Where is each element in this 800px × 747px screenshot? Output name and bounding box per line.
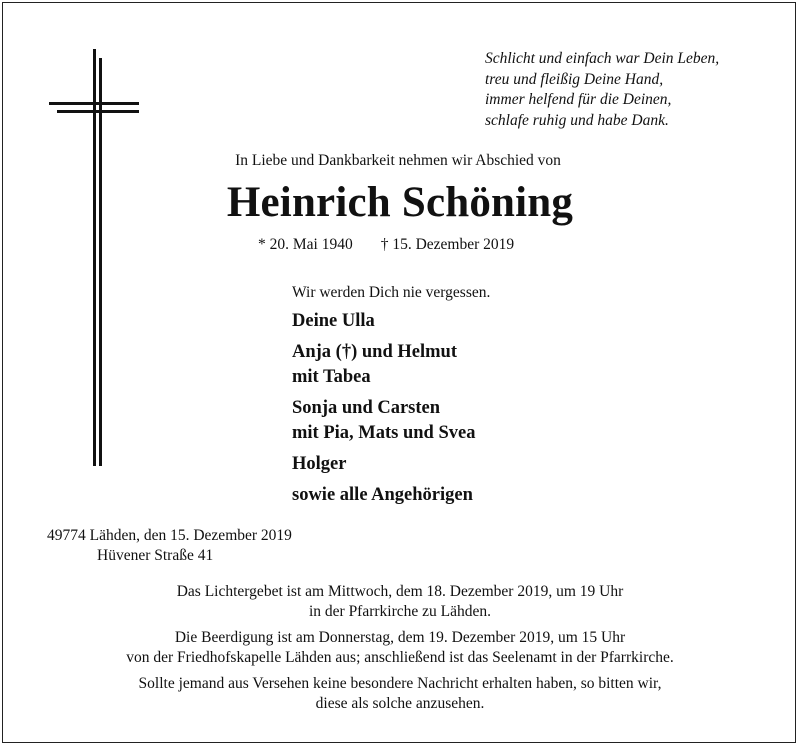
note-paragraph: [0, 582, 800, 622]
mourner-line: Sonja und Carsten: [292, 398, 441, 418]
note-line: Das Lichtergebet ist am Mittwoch, dem 18. Dezember 2019, um 19 Uhr: [176, 583, 624, 600]
mourner-line: mit Pia, Mats und Svea: [292, 423, 476, 443]
street-address: Hüvener Straße 41: [97, 547, 214, 564]
note-line: in der Pfarrkirche zu Lähden.: [308, 603, 492, 620]
mourners-list: [292, 309, 475, 514]
note-line: Sollte jemand aus Versehen keine besondere Nachricht erhalten haben, so bitten wir,: [138, 675, 662, 692]
place-date: 49774 Lähden, den 15. Dezember 2019: [47, 527, 292, 544]
service-notes: [0, 582, 800, 720]
death-date: † 15. Dezember 2019: [380, 236, 515, 253]
mourner-line: Anja (†) und Helmut: [292, 342, 457, 362]
note-paragraph: [0, 628, 800, 668]
life-dates: [258, 236, 514, 254]
deceased-name: Heinrich Schöning: [226, 179, 574, 226]
mourner-group: [292, 452, 475, 477]
verse-line: Schlicht und einfach war Dein Leben,: [485, 50, 720, 67]
mourner-line: sowie alle Angehörigen: [292, 485, 473, 505]
farewell-line: Wir werden Dich nie vergessen.: [292, 284, 491, 301]
address-block: [47, 526, 292, 566]
mourner-group: [292, 309, 475, 334]
birth-date: * 20. Mai 1940: [258, 236, 353, 253]
mourner-group: [292, 340, 475, 390]
note-paragraph: [0, 674, 800, 714]
note-line: diese als solche anzusehen.: [315, 695, 485, 712]
verse-line: treu und fleißig Deine Hand,: [485, 70, 664, 88]
mourner-line: mit Tabea: [292, 367, 371, 387]
note-line: Die Beerdigung ist am Donnerstag, dem 19. Dezember 2019, um 15 Uhr: [174, 629, 626, 646]
memorial-verse: [485, 49, 719, 131]
intro-text: In Liebe und Dankbarkeit nehmen wir Abschied von: [235, 152, 561, 169]
mourner-line: Deine Ulla: [292, 311, 375, 331]
verse-line: immer helfend für die Deinen,: [485, 91, 672, 108]
mourner-group: [292, 483, 475, 508]
mourner-line: Holger: [292, 454, 347, 474]
intro-line: [0, 152, 800, 170]
note-line: von der Friedhofskapelle Lähden aus; anschließend ist das Seelenamt in der Pfarrkirche.: [126, 649, 674, 666]
verse-line: schlafe ruhig und habe Dank.: [485, 111, 669, 129]
mourner-group: [292, 396, 475, 446]
